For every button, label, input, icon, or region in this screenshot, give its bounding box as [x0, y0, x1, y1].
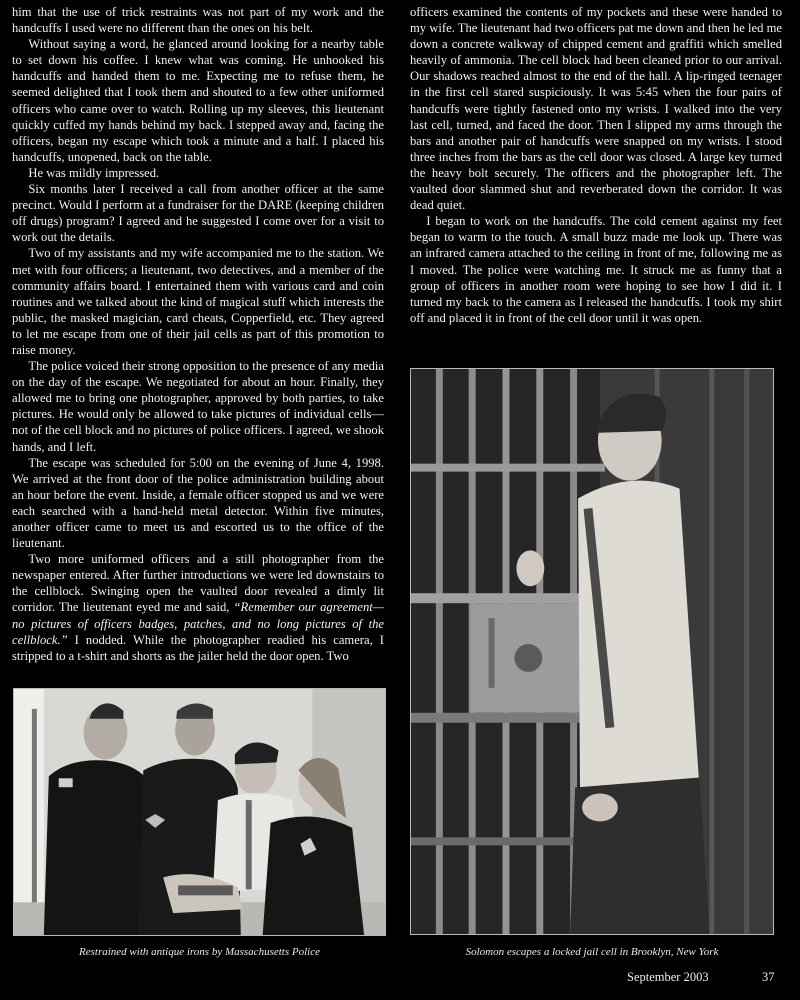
- quoted-agreement: “Remember our agreement—no pictures of officers badges, patches, and no long pictures of the cellblock.”: [12, 600, 384, 647]
- paragraph: Two of my assistants and my wife accompanied me to the station. We met with four officers; a lieutenant, two detectives, and a member of the community affairs board. I entertained them with various card and coin routines and we talked about the kind of magical stuff which interests the public, the masked magician, card cheats, Copperfield, etc. They agreed to let me escape from one of their jail cells as part of this promotion to raise money.: [12, 246, 384, 357]
- paragraph: The police voiced their strong opposition to the presence of any media on the day of the escape. We negotiated for about an hour. Finally, they allowed me to bring one photographer, approved by both parties, to take pictures. He would only be allowed to take pictures of individual cells—not of the cell block and no pictures of police officers. I agreed, we shook hands, and I left.: [12, 359, 384, 454]
- page-number: 37: [762, 970, 775, 984]
- paragraph: He was mildly impressed.: [28, 165, 160, 180]
- photo-caption: Restrained with antique irons by Massachusetts Police: [79, 946, 320, 958]
- right-text-column: [410, 4, 782, 326]
- officers-photo: [13, 688, 386, 936]
- paragraph: I began to work on the handcuffs. The cold cement against my feet began to warm to the touch. A small buzz made me look up. There was an infrared camera attached to the ceiling in front of me, following me as I moved. The police were watching me. It struck me as funny that a group of officers in another room were hoping to see how I did it. I turned my back to the camera as I released the handcuffs. I took my shirt off and placed it in front of the cell door until it was open.: [410, 214, 782, 325]
- photo-caption: Solomon escapes a locked jail cell in Brooklyn, New York: [465, 946, 719, 958]
- paragraph-text: Two more uniformed officers and a still photographer from the newspaper entered. After further introductions we were led downstairs to the cellblock. Swinging open the vaulted door revealed a dimly lit corridor. The lieutenant eyed me and said,: [12, 552, 384, 615]
- paragraph: The escape was scheduled for 5:00 on the evening of June 4, 1998. We arrived at the front door of the police administration building about an hour before the event. Inside, a female officer stopped us and we were each searched with a hand-held metal detector. Within five minutes, another officer came to meet us and escorted us to the office of the lieutenant.: [12, 455, 384, 551]
- issue-date: September 2003: [627, 970, 709, 984]
- paragraph: [12, 551, 384, 664]
- left-text-column: [12, 4, 384, 664]
- paragraph-text-continued: I nodded. While the photographer readied his camera, I stripped to a t-shirt and shorts as the jailer held the door open. Two: [12, 632, 384, 663]
- jail-cell-photo-image: [411, 369, 773, 934]
- paragraph: him that the use of trick restraints was not part of my work and the handcuffs I used were no different than the ones on his belt.: [12, 5, 384, 36]
- paragraph: Six months later I received a call from another officer at the same precinct. Would I perform at a fundraiser for the DARE (keeping children off drugs) program? I agreed and he suggested I come over for a visit to work out the details.: [12, 182, 384, 245]
- officers-photo-image: [14, 689, 385, 935]
- paragraph: officers examined the contents of my pockets and these were handed to my wife. The lieutenant had two officers pat me down and then he led me down a concrete walkway of chipped cement and graffiti which smelled heavily of ammonia. The cell block had been cleaned prior to our arrival. Our shadows reached almost to the end of the hall. A lip-ringed teenager in the first cell stared suspiciously. It was 5:45 when the four pairs of handcuffs were tightly fastened onto my wrists. I walked into the very last cell, turned, and faced the door. Then I slipped my arms through the bars and another pair of handcuffs were snapped on my wrists. I stood three inches from the bars as the cell door was closed. A large key turned the heavy bolt securely. The officers and the photographer left. The vaulted door slammed shut and reverberated down the corridor. It was dead quiet.: [410, 5, 782, 213]
- jail-cell-photo: [410, 368, 774, 935]
- paragraph: Without saying a word, he glanced around looking for a nearby table to set down his coffee. I knew what was coming. He unhooked his handcuffs and handed them to me. Expecting me to refuse them, he seemed delighted that I took them and shouted to a few other uniformed officers who came over to watch. Rolling up my sleeves, this lieutenant quickly cuffed my hands behind my back. I stepped away and, facing the officers, began my escape which took a minute and a half. I placed his handcuffs, unopened, back on the table.: [12, 37, 384, 164]
